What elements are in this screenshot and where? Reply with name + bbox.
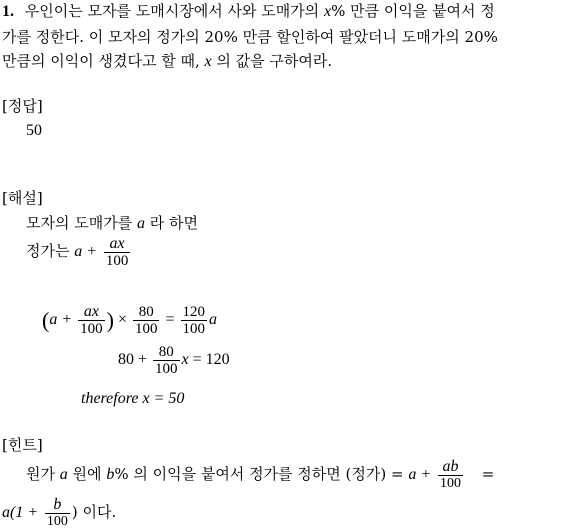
problem-number: 1. bbox=[2, 3, 14, 20]
answer-label: [정답] bbox=[2, 97, 43, 115]
times-sign: × bbox=[117, 311, 127, 329]
expr-a-1-plus: a(1 + bbox=[2, 504, 39, 521]
problem-text: 만큼의 이익이 생겼다고 할 때, bbox=[2, 52, 200, 70]
denominator: 100 bbox=[182, 321, 206, 337]
fraction-120-100 bbox=[181, 304, 208, 337]
expr-equals-120: = 120 bbox=[192, 351, 230, 369]
var-b: b bbox=[106, 466, 115, 483]
solution-line-1 bbox=[26, 214, 198, 233]
numerator: 80 bbox=[133, 304, 160, 321]
var-x: x bbox=[204, 53, 212, 70]
hint-line-2 bbox=[2, 494, 116, 531]
var-x: x bbox=[181, 351, 189, 369]
problem-text: 의 값을 구하여라. bbox=[216, 52, 333, 70]
var-a: a bbox=[209, 311, 218, 329]
equation-3 bbox=[81, 390, 184, 408]
expr-a-plus: a + bbox=[74, 243, 98, 260]
hint-line-1 bbox=[26, 454, 494, 495]
hint-text: 원에 bbox=[72, 465, 102, 483]
hint-text: 원가 bbox=[26, 465, 55, 483]
denominator: 100 bbox=[439, 475, 461, 491]
var-a: a bbox=[136, 215, 145, 232]
fraction-ab-100 bbox=[438, 459, 463, 492]
problem-text: 가를 정한다. 이 모자의 정가의 20% 만큼 할인하여 팔았더니 도매가의 20% bbox=[2, 28, 498, 46]
expr-a-plus: a + bbox=[49, 311, 73, 329]
denominator: 100 bbox=[105, 252, 129, 269]
expr-a-plus: a + bbox=[408, 466, 432, 483]
equals-sign: = bbox=[165, 311, 175, 329]
expr-80-plus: 80 + bbox=[118, 351, 148, 369]
answer-value: 50 bbox=[26, 122, 42, 139]
numerator: b bbox=[45, 497, 70, 514]
fraction-b-100 bbox=[45, 497, 70, 530]
numerator: ab bbox=[438, 459, 463, 476]
solution-text: 모자의 도매가를 bbox=[26, 214, 133, 232]
result-x-50: x = 50 bbox=[142, 390, 185, 407]
numerator: 80 bbox=[153, 344, 180, 361]
problem-line-3 bbox=[2, 52, 332, 71]
fraction-ax-100 bbox=[104, 236, 131, 269]
solution-label: [해설] bbox=[2, 189, 43, 207]
fraction-80-100 bbox=[153, 344, 180, 377]
fraction-80-100 bbox=[133, 304, 160, 337]
problem-text: % 만큼 이익을 붙여서 정 bbox=[331, 2, 495, 20]
equals-sign: = bbox=[481, 465, 495, 483]
numerator: ax bbox=[104, 236, 131, 253]
hint-label: [힌트] bbox=[2, 436, 43, 454]
var-a: a bbox=[59, 466, 68, 483]
denominator: 100 bbox=[134, 321, 158, 337]
var-x: x bbox=[323, 3, 332, 20]
numerator: ax bbox=[78, 304, 105, 321]
paren-close: ) bbox=[106, 307, 114, 333]
problem-text: 우인이는 모자를 도매시장에서 사와 도매가의 bbox=[24, 2, 320, 20]
problem-line-2 bbox=[2, 28, 498, 46]
solution-text: 라 하면 bbox=[149, 214, 199, 232]
equation-1 bbox=[42, 304, 217, 337]
fraction-ax-100 bbox=[78, 304, 105, 337]
solution-text: 정가는 bbox=[26, 242, 70, 260]
problem-line-1 bbox=[2, 2, 495, 21]
equation-2 bbox=[118, 344, 230, 377]
paren-open: ( bbox=[42, 307, 50, 333]
therefore-word: therefore bbox=[81, 390, 139, 407]
numerator: 120 bbox=[182, 304, 206, 320]
hint-text: % 의 이익을 붙여서 정가를 정하면 (정가) = bbox=[114, 465, 404, 483]
denominator: 100 bbox=[46, 513, 68, 529]
denominator: 100 bbox=[155, 361, 178, 377]
denominator: 100 bbox=[80, 321, 103, 337]
hint-text: ) 이다. bbox=[71, 503, 117, 521]
solution-line-2 bbox=[26, 232, 132, 271]
